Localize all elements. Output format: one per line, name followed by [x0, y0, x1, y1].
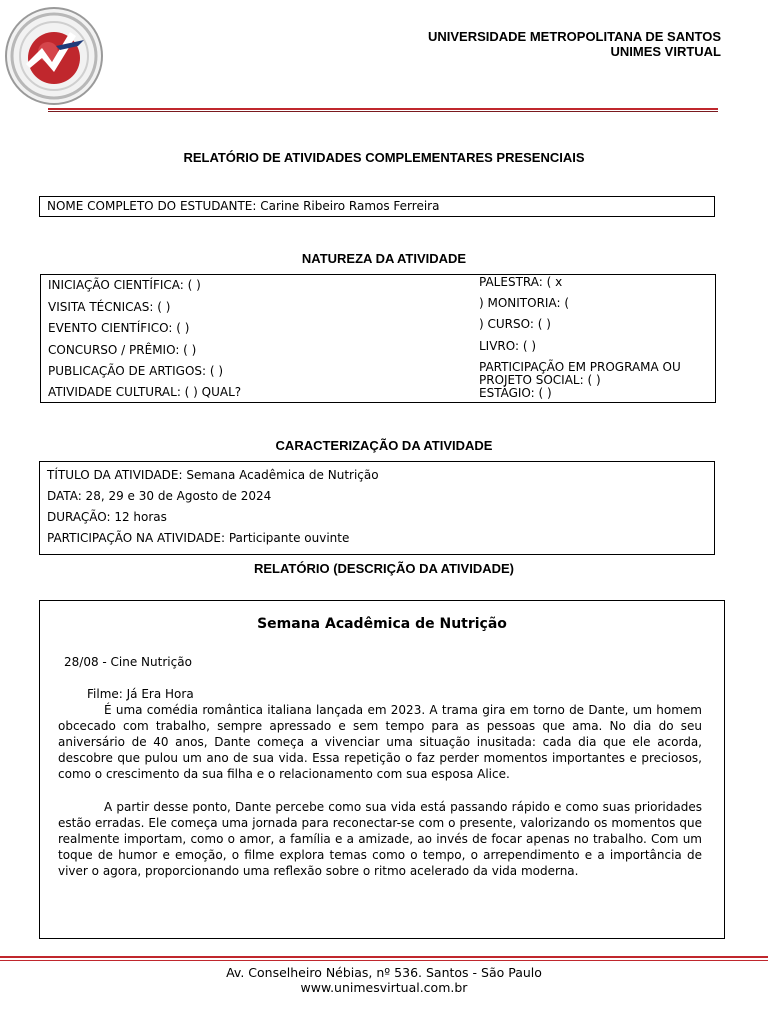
- university-header: [428, 29, 721, 59]
- footer-website: www.unimesvirtual.com.br: [300, 980, 468, 995]
- student-name-line: [47, 199, 439, 213]
- nature-option: INICIAÇÃO CIENTÍFICA: ( ): [48, 278, 201, 292]
- report-paragraph-2: A partir desse ponto, Dante percebe como sua vida está passando rápido e como suas prioridades estão erradas. Ele começa uma jornada para reconectar-se com o presente, valorizando os momentos que realmente importam, como o amor, a família e a amizade, ao invés de focar apenas no trabalho. Com um toque de humor e emoção, o filme explora temas como o tempo, o arrependimento e a importância de viver o agora, proporcionando uma reflexão sobre o ritmo acelerado da vida moderna.: [58, 800, 702, 878]
- footer-divider: [0, 956, 768, 958]
- nature-option: ) CURSO: ( ): [479, 317, 551, 331]
- student-name-label: NOME COMPLETO DO ESTUDANTE:: [47, 199, 257, 213]
- footer-divider-thin: [0, 960, 768, 961]
- characterization-heading: CARACTERIZAÇÃO DA ATIVIDADE: [275, 438, 493, 453]
- nature-option: VISITA TÉCNICAS: ( ): [48, 300, 171, 314]
- university-unit: UNIMES VIRTUAL: [610, 44, 721, 59]
- nature-option: EVENTO CIENTÍFICO: ( ): [48, 321, 190, 335]
- student-name-value: Carine Ribeiro Ramos Ferreira: [260, 199, 440, 213]
- header-divider-thin: [48, 111, 718, 112]
- nature-option: CONCURSO / PRÊMIO: ( ): [48, 343, 197, 357]
- nature-option: LIVRO: ( ): [479, 339, 537, 353]
- characterization-box: [39, 461, 715, 555]
- report-box: [39, 600, 725, 939]
- activity-participation: PARTICIPAÇÃO NA ATIVIDADE: Participante ouvinte: [47, 531, 350, 545]
- activity-duration: DURAÇÃO: 12 horas: [47, 510, 167, 524]
- nature-heading: NATUREZA DA ATIVIDADE: [301, 251, 467, 266]
- student-name-box: [39, 196, 715, 217]
- nature-option: ) MONITORIA: (: [479, 296, 569, 310]
- report-paragraph-1: É uma comédia romântica italiana lançada em 2023. A trama gira em torno de Dante, um homem obcecado com trabalho, sempre apressado e sem tempo para as pessoas que ama. No dia do seu aniversário de 40 anos, Dante começa a vivenciar uma situação inusitada: cada dia que ele acorda, descobre que pulou um ano de sua vida. Essa repetição o faz perder momentos importantes e preciosos, como o crescimento da sua filha e o relacionamento com sua esposa Alice.: [58, 703, 702, 781]
- report-title: Semana Acadêmica de Nutrição: [257, 616, 507, 632]
- footer-address: Av. Conselheiro Nébias, nº 536. Santos - São Paulo: [226, 965, 542, 980]
- unimes-logo-icon: [4, 6, 104, 106]
- nature-option: ESTÁGIO: ( ): [479, 386, 552, 400]
- nature-option: PALESTRA: ( x: [479, 275, 563, 289]
- nature-option: PROJETO SOCIAL: ( ): [479, 373, 601, 387]
- report-day-line: 28/08 - Cine Nutrição: [64, 655, 192, 669]
- header-divider: [48, 108, 718, 110]
- report-film-line: Filme: Já Era Hora: [87, 687, 194, 701]
- report-heading: RELATÓRIO (DESCRIÇÃO DA ATIVIDADE): [254, 561, 514, 576]
- nature-option: PUBLICAÇÃO DE ARTIGOS: ( ): [48, 364, 224, 378]
- activity-title: TÍTULO DA ATIVIDADE: Semana Acadêmica de Nutrição: [47, 468, 379, 482]
- activity-date: DATA: 28, 29 e 30 de Agosto de 2024: [47, 489, 272, 503]
- document-title: RELATÓRIO DE ATIVIDADES COMPLEMENTARES PRESENCIAIS: [183, 150, 585, 165]
- university-name: UNIVERSIDADE METROPOLITANA DE SANTOS: [427, 29, 721, 44]
- nature-box: [40, 274, 716, 403]
- nature-option: ATIVIDADE CULTURAL: ( ) QUAL?: [48, 385, 242, 399]
- nature-option: PARTICIPAÇÃO EM PROGRAMA OU: [479, 360, 681, 374]
